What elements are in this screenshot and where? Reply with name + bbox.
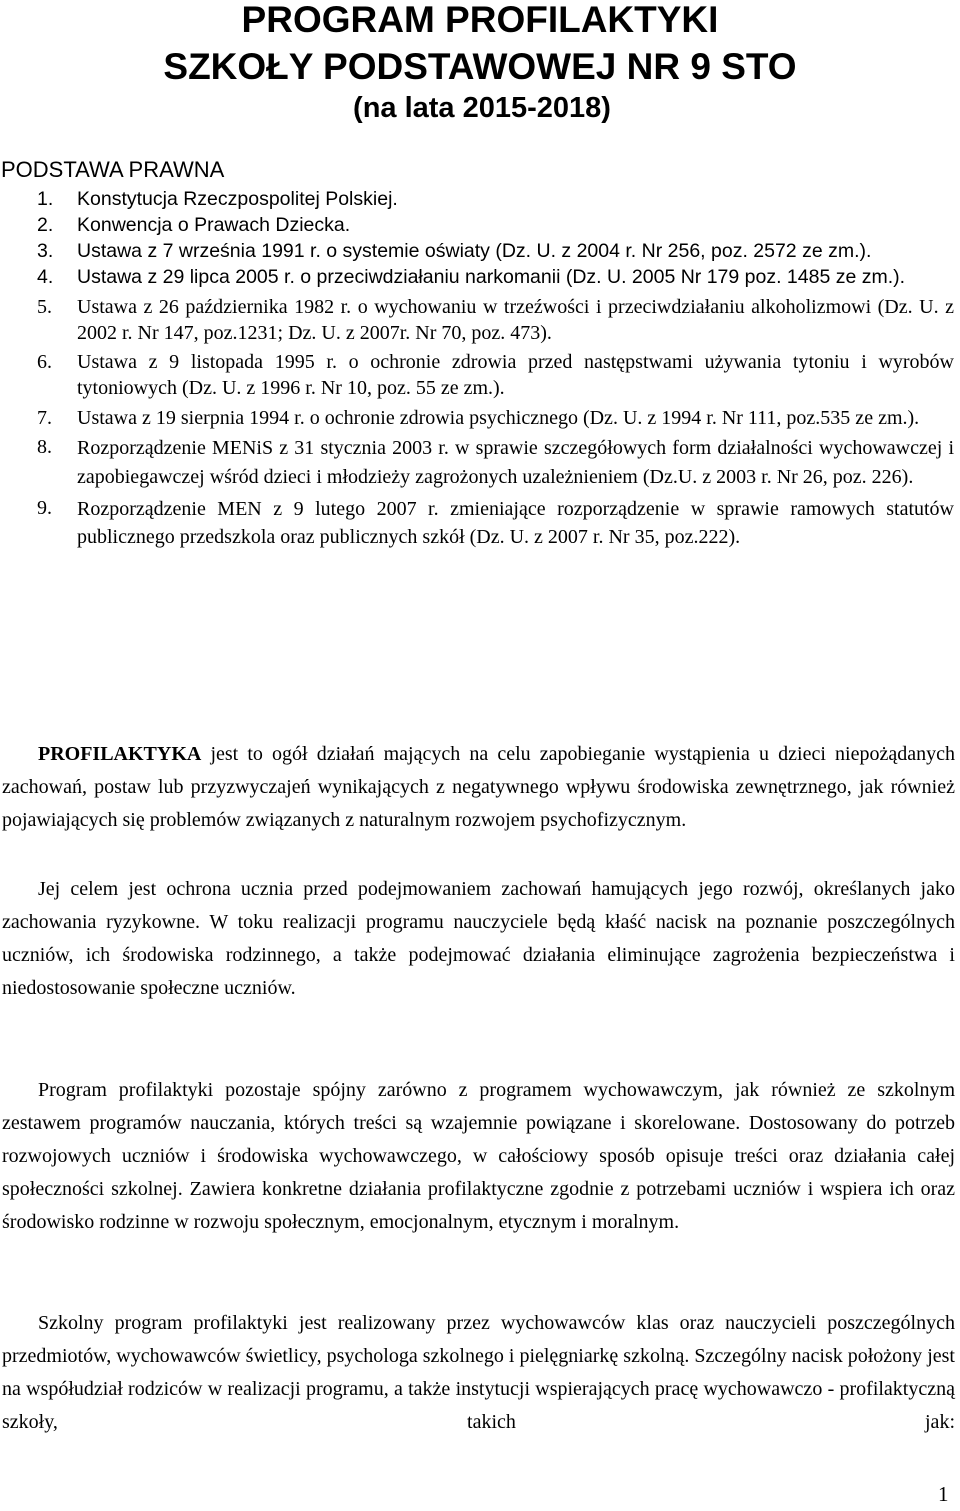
list-item-text: Ustawa z 26 października 1982 r. o wychowaniu w trzeźwości i przeciwdziałaniu alkoholizmowi (Dz. U. z 2002 r. Nr 147, poz.1231; Dz. U. z 2007r. Nr 70, poz. 473). [77, 295, 954, 344]
list-item-text: Konwencja o Prawach Dziecka. [77, 214, 351, 236]
list-item-text: Ustawa z 9 listopada 1995 r. o ochronie zdrowia przed następstwami używania tytoniu i wyrobów tytoniowych (Dz. U. z 1996 r. Nr 10, poz. 55 ze zm.). [77, 351, 954, 399]
list-item-text: Ustawa z 19 sierpnia 1994 r. o ochronie zdrowia psychicznego (Dz. U. z 1994 r. Nr 111, poz.535 ze zm.). [77, 406, 920, 429]
list-item-number: 5. [37, 295, 52, 318]
program-implementation-paragraph: Szkolny program profilaktyki jest realizowany przez wychowawców klas oraz nauczycieli poszczególnych przedmiotów, wychowawców świetlicy, psychologa szkolnego i pielęgniarkę szkolną. Szczególny nacisk położony jest na współudział rodziców w realizacji programu, a także instytucji wspierających pracę wychowawczo - profilaktyczną szkoły, takich jak: [2, 1312, 955, 1433]
list-item [0, 405, 960, 431]
list-item-number: 4. [37, 266, 54, 288]
list-item [0, 212, 960, 238]
document-title-line-1: PROGRAM PROFILAKTYKI [241, 0, 719, 40]
list-item [0, 495, 960, 552]
list-item [0, 264, 960, 290]
list-item-number: 1. [37, 188, 54, 210]
list-item-number: 7. [37, 406, 52, 429]
list-item [0, 434, 960, 491]
list-item-text: Ustawa z 7 września 1991 r. o systemie oświaty (Dz. U. z 2004 r. Nr 256, poz. 2572 ze zm.). [77, 240, 872, 262]
profilaktyka-definition-paragraph [2, 738, 955, 837]
list-item [0, 349, 960, 401]
list-item-text: Ustawa z 29 lipca 2005 r. o przeciwdziałaniu narkomanii (Dz. U. 2005 Nr 179 poz. 1485 ze zm.). [77, 266, 906, 288]
list-item-text: Konstytucja Rzeczpospolitej Polskiej. [77, 188, 398, 210]
list-item [0, 186, 960, 212]
list-item-number: 9. [37, 496, 52, 519]
list-item-number: 2. [37, 214, 54, 236]
list-item-number: 8. [37, 436, 52, 458]
list-item-number: 6. [37, 351, 52, 373]
list-item [0, 294, 960, 346]
list-item-text: Rozporządzenie MENiS z 31 stycznia 2003 r. w sprawie szczegółowych form działalności wychowawczej i zapobiegawczej wśród dzieci i młodzieży zagrożonych uzależnieniem (Dz.U. z 2003 r. Nr 26, poz. 226). [77, 437, 954, 488]
page-number: 1 [938, 1482, 949, 1506]
program-goal-paragraph: Jej celem jest ochrona ucznia przed podejmowaniem zachowań hamujących jego rozwój, określanych jako zachowania ryzykowne. W toku realizacji programu nauczyciele będą kłaść nacisk na poznanie poszczególnych uczniów, ich środowiska rodzinnego, a także podejmować działania eliminujące zagrożenia bezpieczeństwa i niedostosowanie społeczne uczniów. [2, 878, 955, 999]
list-item [0, 238, 960, 264]
profilaktyka-term: PROFILAKTYKA [38, 743, 202, 765]
document-title-years: (na lata 2015-2018) [353, 92, 611, 124]
list-item-number: 3. [37, 240, 54, 262]
profilaktyka-definition-text: jest to ogół działań mających na celu zapobieganie wystąpienia u dzieci niepożądanych zachowań, postaw lub przyzwyczajeń wynikających z negatywnego wpływu środowiska zewnętrznego, jak również pojawiających się problemów związanych z naturalnym rozwojem psychofizycznym. [2, 743, 955, 831]
legal-basis-heading: PODSTAWA PRAWNA [1, 157, 225, 182]
list-item-text: Rozporządzenie MEN z 9 lutego 2007 r. zmieniające rozporządzenie w sprawie ramowych statutów publicznego przedszkola oraz publicznych szkół (Dz. U. z 2007 r. Nr 35, poz.222). [77, 497, 954, 548]
legal-basis-list [0, 186, 960, 552]
document-title-line-2: SZKOŁY PODSTAWOWEJ NR 9 STO [163, 46, 797, 87]
program-coherence-paragraph: Program profilaktyki pozostaje spójny zarówno z programem wychowawczym, jak również ze szkolnym zestawem programów nauczania, których treści są wzajemnie powiązane i skorelowane. Dostosowany do potrzeb rozwojowych uczniów i środowiska wychowawczego, w całościowy sposób opisuje treści oraz działania całej społeczności szkolnej. Zawiera konkretne działania profilaktyczne zgodnie z potrzebami uczniów i wspiera ich oraz środowisko rodzinne w rozwoju społecznym, emocjonalnym, etycznym i moralnym. [2, 1079, 955, 1233]
